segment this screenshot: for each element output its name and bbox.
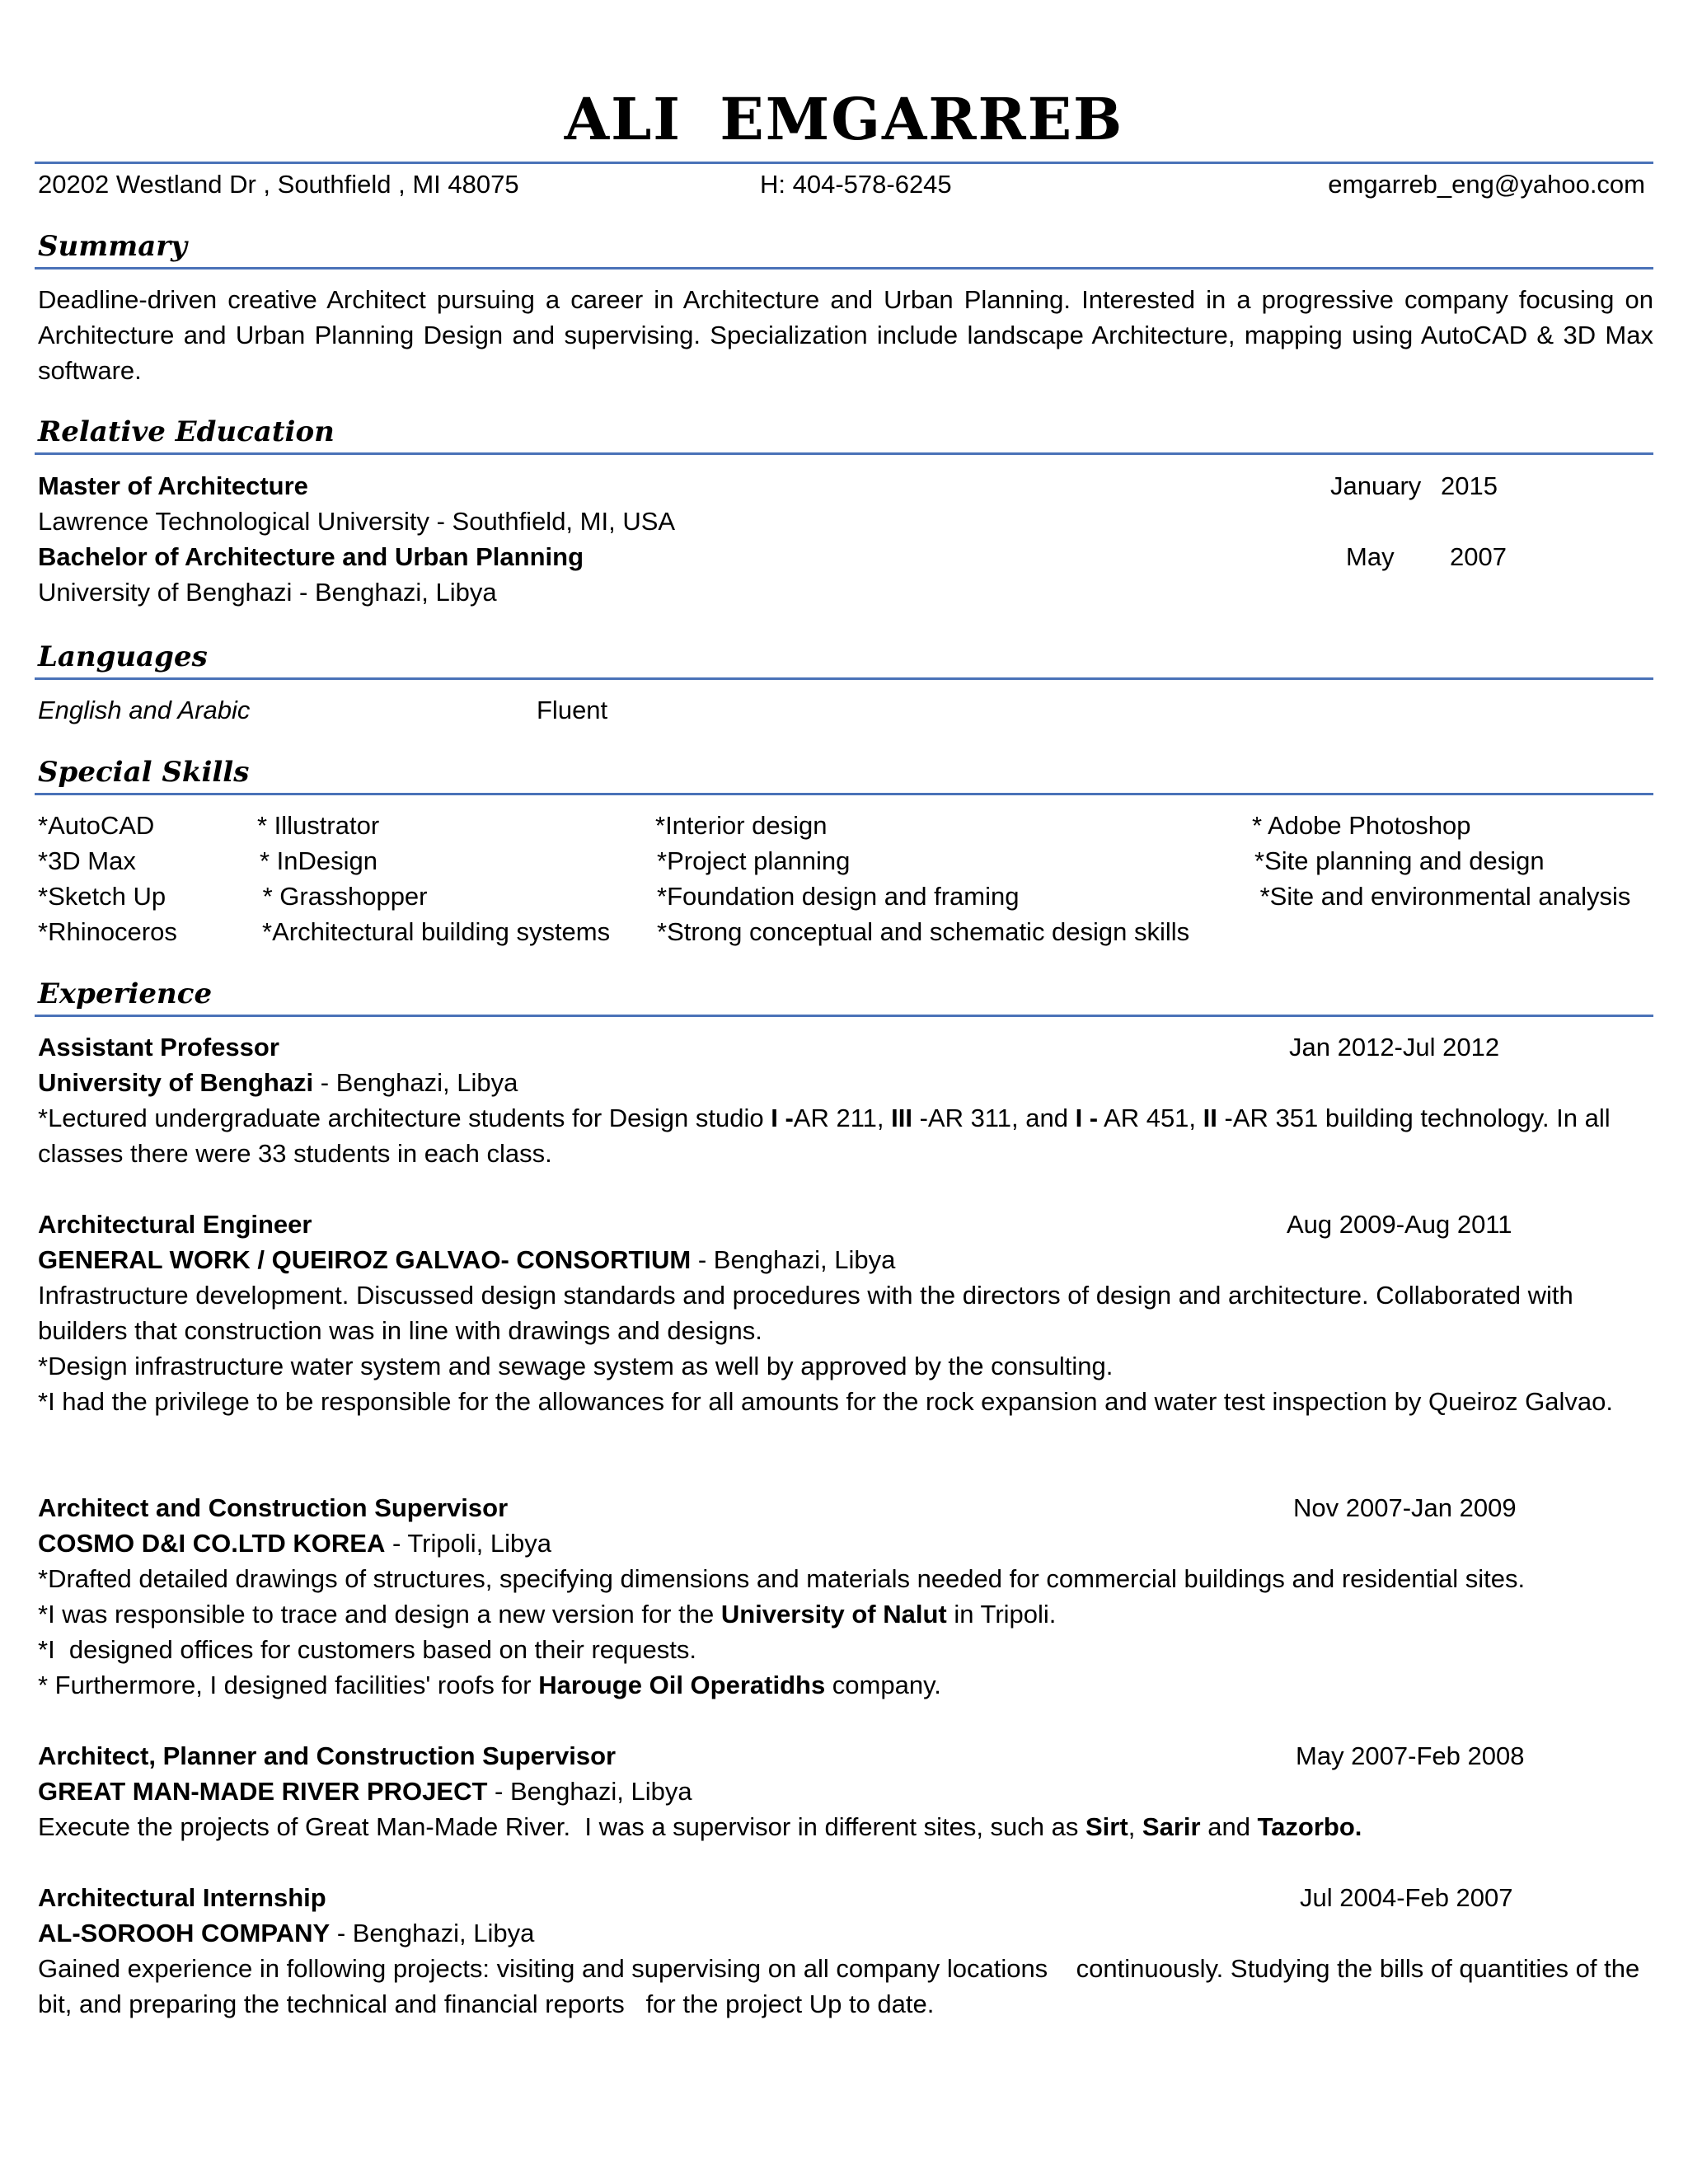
job-company-line xyxy=(38,1774,692,1809)
skill-item: *Sketch Up xyxy=(38,882,166,911)
job-desc-bold: Sirt xyxy=(1085,1812,1128,1841)
job-description-line: *I had the privilege to be responsible for the allowances for all amounts for the rock expansion and water test inspection by Queiroz Galvao. xyxy=(38,1387,1614,1416)
job-location: - Benghazi, Libya xyxy=(330,1919,535,1947)
languages-level: Fluent xyxy=(537,696,608,724)
skill-item: *Strong conceptual and schematic design skills xyxy=(657,917,1190,946)
job-desc-text: -AR 351 building technology. In all classes there were 33 students in each class. xyxy=(38,1104,1611,1168)
education-degree: Master of Architecture xyxy=(38,471,308,500)
skill-item: * InDesign xyxy=(260,846,378,875)
candidate-name: ALI EMGARREB xyxy=(564,85,1124,153)
section-title-experience: Experience xyxy=(38,977,213,1010)
skill-item: * Grasshopper xyxy=(256,882,428,911)
section-rule-experience xyxy=(35,1015,1653,1017)
job-desc-bold: I - xyxy=(771,1104,794,1132)
job-description: Gained experience in following projects: visiting and supervising on all company locations continuously. Studying the bills of quantities of the bit, and preparing the technical and financial reports for the project Up to date. xyxy=(38,1954,1647,2018)
job-desc-text: in Tripoli. xyxy=(946,1600,1057,1629)
job-description-line xyxy=(38,1809,1362,1844)
job-role: Architectural Engineer xyxy=(38,1210,312,1239)
job-company-line xyxy=(38,1242,895,1277)
contact-line xyxy=(38,166,1645,202)
job-desc-text: company. xyxy=(825,1671,941,1699)
section-title-summary: Summary xyxy=(38,230,187,263)
job-desc-text: and xyxy=(1200,1812,1258,1841)
skill-item: *Architectural building systems xyxy=(262,917,611,946)
job-description-line: Infrastructure development. Discussed design standards and procedures with the directors of design and architecture. Collaborated with builders that construction was in line with drawings and designs. xyxy=(38,1281,1573,1345)
job-desc-text: *I was responsible to trace and design a new version for the xyxy=(38,1600,721,1629)
job-dates: Nov 2007-Jan 2009 xyxy=(1293,1493,1517,1522)
job-desc-text: *Lectured undergraduate architecture students for Design studio xyxy=(38,1104,771,1132)
job-dates: Aug 2009-Aug 2011 xyxy=(1287,1210,1512,1239)
job-desc-text: AR 211, xyxy=(793,1104,892,1132)
header-rule xyxy=(35,162,1653,164)
skill-item: *Site and environmental analysis xyxy=(1253,882,1631,911)
job-dates: Jul 2004-Feb 2007 xyxy=(1300,1883,1513,1912)
section-title-education: Relative Education xyxy=(38,415,335,448)
skill-item: * Adobe Photoshop xyxy=(1252,811,1471,840)
summary-text: Deadline-driven creative Architect pursuing a career in Architecture and Urban Planning. Interested in a progressive company focusing on Architecture and Urban Planning Design and supervising. Specialization include landscape Architecture, mapping using AutoCAD & 3D Max software. xyxy=(38,285,1653,385)
education-school: University of Benghazi - Benghazi, Libya xyxy=(38,578,497,607)
job-location: - Benghazi, Libya xyxy=(313,1068,518,1097)
job-dates: Jan 2012-Jul 2012 xyxy=(1289,1033,1500,1062)
job-location: - Tripoli, Libya xyxy=(385,1529,551,1558)
job-location: - Benghazi, Libya xyxy=(487,1777,692,1806)
skill-item: *AutoCAD xyxy=(38,811,155,840)
job-description-line: *Drafted detailed drawings of structures, specifying dimensions and materials needed for commercial buildings and residential sites. xyxy=(38,1564,1526,1593)
section-rule-skills xyxy=(35,793,1653,795)
job-location: - Benghazi, Libya xyxy=(691,1245,896,1274)
education-degree: Bachelor of Architecture and Urban Planning xyxy=(38,542,584,571)
contact-phone: H: 404-578-6245 xyxy=(760,170,952,199)
job-desc-bold: Harouge Oil Operatidhs xyxy=(538,1671,826,1699)
job-desc-bold: Tazorbo. xyxy=(1257,1812,1362,1841)
job-description-line xyxy=(38,1596,1056,1632)
job-desc-bold: III xyxy=(891,1104,912,1132)
job-desc-bold: I - xyxy=(1075,1104,1099,1132)
education-month: January xyxy=(1330,471,1422,500)
languages-names: English and Arabic xyxy=(38,696,251,724)
job-desc-text: Execute the projects of Great Man-Made River. I was a supervisor in different sites, such as xyxy=(38,1812,1085,1841)
job-role: Architect, Planner and Construction Supervisor xyxy=(38,1741,617,1770)
job-description-line: *Design infrastructure water system and sewage system as well by approved by the consulting. xyxy=(38,1352,1114,1380)
job-company: AL-SOROOH COMPANY xyxy=(38,1919,331,1947)
job-desc-bold: II xyxy=(1203,1104,1217,1132)
section-rule-education xyxy=(35,452,1653,455)
job-company: University of Benghazi xyxy=(38,1068,314,1097)
education-year: 2007 xyxy=(1450,542,1507,571)
job-desc-bold: Sarir xyxy=(1142,1812,1201,1841)
job-role: Architectural Internship xyxy=(38,1883,326,1912)
job-company-line xyxy=(38,1065,518,1100)
section-rule-summary xyxy=(35,267,1653,269)
job-desc-text: -AR 311, and xyxy=(912,1104,1076,1132)
skill-item: *Rhinoceros xyxy=(38,917,177,946)
job-role: Architect and Construction Supervisor xyxy=(38,1493,509,1522)
contact-address: 20202 Westland Dr , Southfield , MI 48075 xyxy=(38,170,519,199)
section-title-languages: Languages xyxy=(38,640,208,673)
job-desc-text: * Furthermore, I designed facilities' roofs for xyxy=(38,1671,539,1699)
education-year: 2015 xyxy=(1441,471,1498,500)
job-description-line: *I designed offices for customers based on their requests. xyxy=(38,1635,696,1664)
skill-item: *Project planning xyxy=(657,846,851,875)
job-company: GREAT MAN-MADE RIVER PROJECT xyxy=(38,1777,488,1806)
job-desc-bold: University of Nalut xyxy=(720,1600,947,1629)
job-description xyxy=(38,1100,1653,1171)
job-company: GENERAL WORK / QUEIROZ GALVAO- CONSORTIUM xyxy=(38,1245,692,1274)
contact-email: emgarreb_eng@yahoo.com xyxy=(1328,170,1645,199)
education-month: May xyxy=(1346,542,1395,571)
job-desc-text: AR 451, xyxy=(1098,1104,1203,1132)
job-company-line xyxy=(38,1915,534,1951)
skill-item: *Interior design xyxy=(655,811,828,840)
job-dates: May 2007-Feb 2008 xyxy=(1296,1741,1525,1770)
section-title-skills: Special Skills xyxy=(38,756,250,789)
education-school: Lawrence Technological University - Southfield, MI, USA xyxy=(38,507,676,536)
job-description-line xyxy=(38,1667,941,1703)
job-role: Assistant Professor xyxy=(38,1033,279,1062)
skill-item: *3D Max xyxy=(38,846,136,875)
skill-item: *Site planning and design xyxy=(1254,846,1545,875)
job-company-line xyxy=(38,1526,551,1561)
skill-item: * Illustrator xyxy=(257,811,380,840)
skill-item: *Foundation design and framing xyxy=(657,882,1020,911)
section-rule-languages xyxy=(35,677,1653,680)
job-desc-text: , xyxy=(1128,1812,1142,1841)
job-company: COSMO D&I CO.LTD KOREA xyxy=(38,1529,386,1558)
